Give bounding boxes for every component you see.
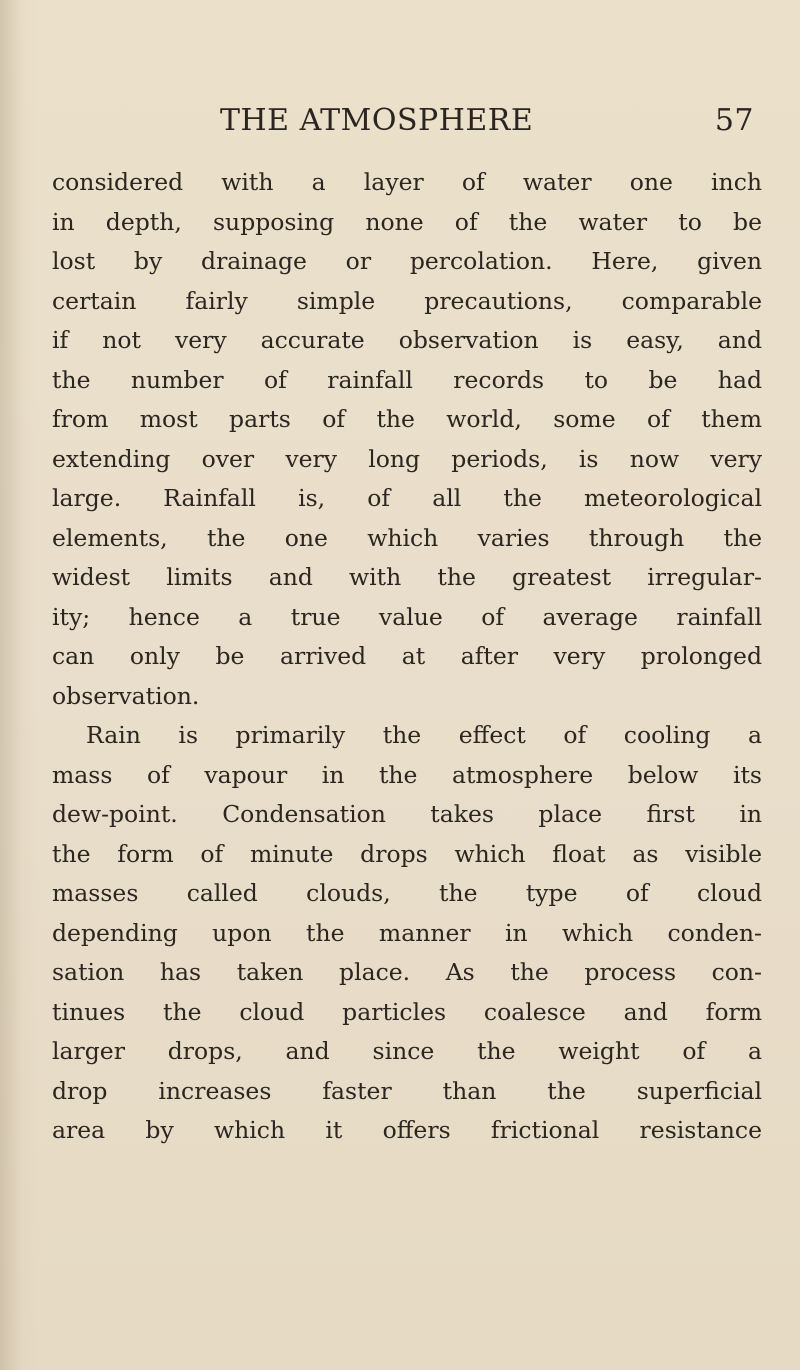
- text-line: dew-point. Condensation takes place first in: [52, 800, 762, 828]
- page-header: [220, 103, 754, 147]
- running-head: THE ATMOSPHERE: [220, 103, 534, 138]
- text-line: larger drops, and since the weight of a: [52, 1037, 762, 1065]
- text-line: sation has taken place. As the process con-: [52, 958, 762, 986]
- body-text: [52, 163, 762, 1151]
- text-line: mass of vapour in the atmosphere below its: [52, 760, 762, 789]
- text-line: can only be arrived at after very prolonged: [52, 642, 762, 670]
- text-line: in depth, supposing none of the water to be: [52, 207, 762, 236]
- page-number: 57: [714, 103, 754, 138]
- text-line: elements, the one which varies through the: [52, 523, 762, 552]
- text-line: observation.: [52, 681, 200, 710]
- text-line: area by which it offers frictional resistance: [52, 1116, 762, 1144]
- text-line: the form of minute drops which float as visible: [52, 839, 762, 868]
- text-line: masses called clouds, the type of cloud: [52, 879, 762, 907]
- paragraph-1: [52, 163, 762, 716]
- text-line: lost by drainage or percolation. Here, given: [52, 247, 762, 275]
- text-line: if not very accurate observation is easy, and: [52, 326, 762, 354]
- text-line: depending upon the manner in which conden-: [52, 918, 762, 947]
- text-line: widest limits and with the greatest irregular-: [52, 563, 762, 591]
- text-line: the number of rainfall records to be had: [52, 365, 762, 394]
- text-line: ity; hence a true value of average rainfall: [52, 602, 762, 631]
- text-line: Rain is primarily the effect of cooling a: [86, 721, 762, 749]
- text-line: drop increases faster than the superficial: [52, 1076, 762, 1105]
- text-line: certain fairly simple precautions, comparable: [52, 286, 762, 315]
- text-line: large. Rainfall is, of all the meteorological: [52, 484, 762, 512]
- paragraph-2: [52, 716, 762, 1151]
- text-line: tinues the cloud particles coalesce and form: [52, 997, 762, 1026]
- text-line: from most parts of the world, some of them: [52, 405, 762, 433]
- text-line: extending over very long periods, is now very: [52, 444, 762, 473]
- text-line: considered with a layer of water one inch: [52, 168, 762, 196]
